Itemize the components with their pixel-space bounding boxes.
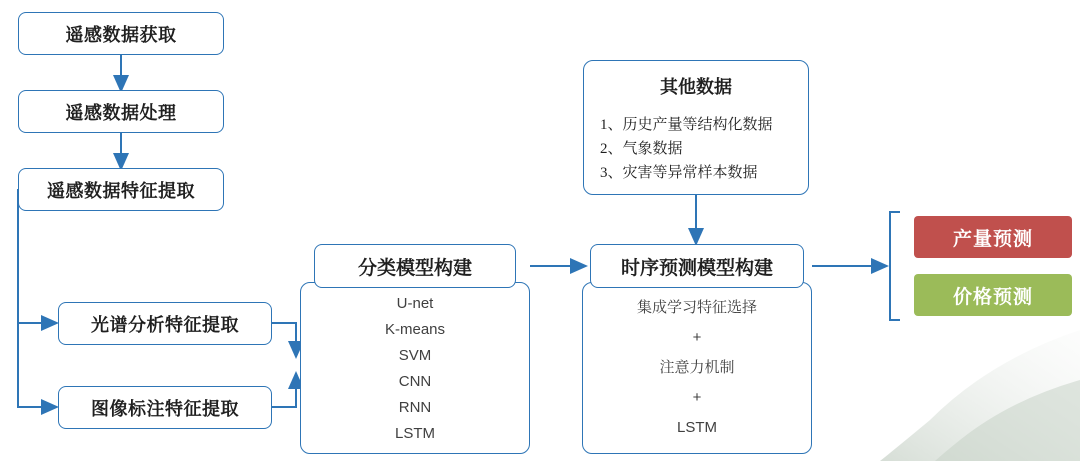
list-item: + bbox=[692, 389, 702, 406]
other-data-title: 其他数据 bbox=[660, 77, 732, 97]
list-item: CNN bbox=[398, 373, 432, 390]
node-image-annotation-feature-extraction[interactable] bbox=[58, 386, 272, 429]
node-label: 光谱分析特征提取 bbox=[91, 314, 239, 335]
list-item: SVM bbox=[398, 347, 432, 364]
result-label: 产量预测 bbox=[952, 228, 1033, 250]
other-data-box[interactable] bbox=[583, 60, 809, 195]
other-data-line: 3、灾害等异常样本数据 bbox=[600, 165, 758, 181]
list-item: LSTM bbox=[676, 419, 717, 436]
list-item: U-net bbox=[396, 295, 434, 312]
forecast-model-title-label: 时序预测模型构建 bbox=[620, 257, 773, 279]
classification-model-title-label: 分类模型构建 bbox=[357, 257, 472, 279]
list-item: 集成学习特征选择 bbox=[636, 299, 757, 316]
forecast-model-list bbox=[582, 298, 812, 438]
list-item: LSTM bbox=[394, 425, 435, 442]
classification-model-title[interactable] bbox=[314, 244, 516, 288]
node-label: 遥感数据处理 bbox=[65, 102, 177, 123]
list-item: K-means bbox=[384, 321, 446, 338]
node-spectral-feature-extraction[interactable] bbox=[58, 302, 272, 345]
node-label: 图像标注特征提取 bbox=[91, 398, 239, 419]
list-item: RNN bbox=[398, 399, 432, 416]
node-remote-sensing-acquisition[interactable] bbox=[18, 12, 224, 55]
list-item: 注意力机制 bbox=[659, 359, 735, 376]
result-label: 价格预测 bbox=[952, 286, 1033, 308]
other-data-line: 1、历史产量等结构化数据 bbox=[600, 117, 773, 133]
node-remote-sensing-processing[interactable] bbox=[18, 90, 224, 133]
forecast-model-title[interactable] bbox=[590, 244, 804, 288]
list-item: + bbox=[692, 329, 702, 346]
result-price-forecast[interactable] bbox=[914, 274, 1072, 316]
result-yield-forecast[interactable] bbox=[914, 216, 1072, 258]
classification-model-list bbox=[300, 294, 530, 444]
node-label: 遥感数据获取 bbox=[65, 24, 177, 45]
other-data-line: 2、气象数据 bbox=[600, 141, 683, 157]
node-label: 遥感数据特征提取 bbox=[47, 180, 195, 201]
node-remote-sensing-feature-extraction[interactable] bbox=[18, 168, 224, 211]
